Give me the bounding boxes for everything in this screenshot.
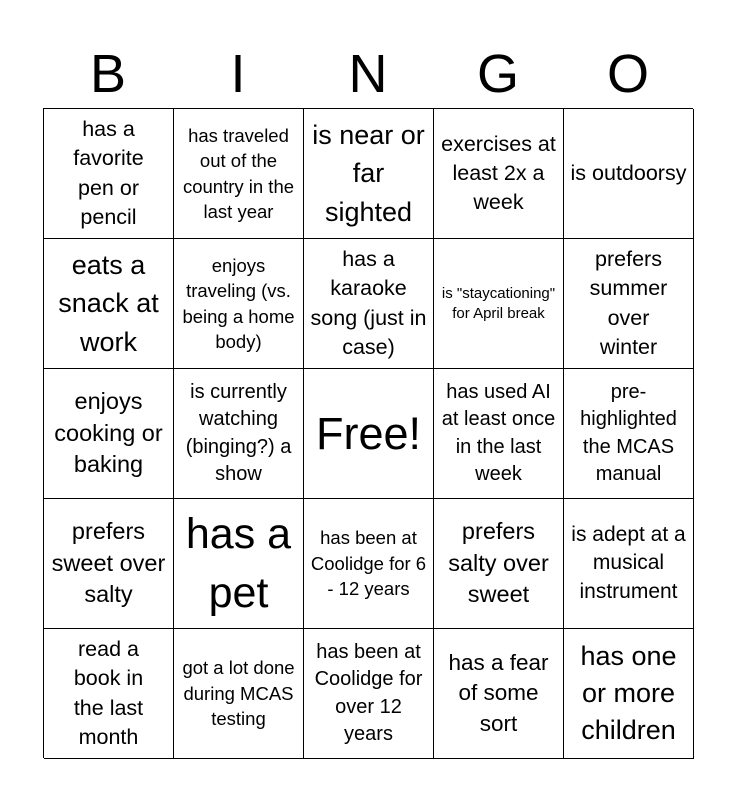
free-space-text: Free!	[315, 407, 422, 459]
cell-text: pre-highlighted the MCAS manual	[580, 381, 677, 485]
cell-text: prefers summer over winter	[589, 247, 668, 359]
bingo-cell[interactable]	[174, 109, 304, 239]
bingo-cell[interactable]	[564, 629, 694, 759]
cell-text: prefers salty over sweet	[448, 517, 549, 608]
cell-text: has traveled out of the country in the last year	[182, 124, 295, 222]
bingo-cell[interactable]	[564, 499, 694, 629]
cell-text: has a karaoke song (just in case)	[310, 247, 427, 359]
cell-text: prefers sweet over salty	[51, 517, 166, 608]
cell-text: is "staycationing" for April break	[441, 284, 556, 322]
bingo-cell[interactable]	[434, 109, 564, 239]
cell-text: got a lot done during MCAS testing	[182, 657, 295, 730]
cell-text: has a pet	[185, 510, 292, 617]
bingo-cell[interactable]	[564, 369, 694, 499]
cell-text: has used AI at least once in the last week	[441, 381, 556, 485]
bingo-cell[interactable]	[434, 369, 564, 499]
bingo-cell[interactable]	[304, 499, 434, 629]
bingo-cell[interactable]	[304, 629, 434, 759]
bingo-cell[interactable]	[174, 369, 304, 499]
cell-text: has been at Coolidge for over 12 years	[314, 641, 423, 745]
cell-text: eats a snack at work	[58, 250, 159, 357]
cell-text: is outdoorsy	[570, 160, 687, 185]
header-letter-o: O	[606, 44, 649, 104]
cell-text: has a favorite pen or pencil	[73, 117, 144, 229]
bingo-cell[interactable]	[174, 499, 304, 629]
header-letter-i: I	[230, 44, 246, 104]
cell-text: read a book in the last month	[73, 637, 144, 749]
cell-text: exercises at least 2x a week	[441, 131, 556, 215]
cell-text: enjoys cooking or baking	[54, 387, 163, 478]
bingo-cell[interactable]	[564, 239, 694, 369]
bingo-cell[interactable]	[44, 629, 174, 759]
bingo-cell[interactable]	[564, 109, 694, 239]
bingo-cell[interactable]	[44, 239, 174, 369]
cell-text: is currently watching (binging?) a show	[185, 381, 292, 485]
bingo-cell[interactable]	[304, 109, 434, 239]
bingo-cell[interactable]	[434, 629, 564, 759]
cell-text: is adept at a musical instrument	[571, 522, 686, 603]
bingo-cell[interactable]	[304, 239, 434, 369]
cell-text: has one or more children	[580, 640, 677, 746]
free-space[interactable]	[304, 369, 434, 499]
cell-text: enjoys traveling (vs. being a home body)	[182, 254, 295, 352]
bingo-cell[interactable]	[434, 239, 564, 369]
bingo-cell[interactable]	[434, 499, 564, 629]
header-letter-b: B	[89, 44, 127, 104]
header-letter-g: G	[476, 44, 519, 104]
bingo-header	[43, 40, 693, 108]
cell-text: is near or far sighted	[312, 120, 425, 227]
bingo-cell[interactable]	[174, 629, 304, 759]
header-letter-n: N	[348, 44, 388, 104]
bingo-cell[interactable]	[44, 499, 174, 629]
bingo-cell[interactable]	[44, 369, 174, 499]
bingo-board	[43, 108, 693, 758]
bingo-cell[interactable]	[44, 109, 174, 239]
cell-text: has a fear of some sort	[448, 649, 549, 736]
cell-text: has been at Coolidge for 6 - 12 years	[310, 527, 427, 600]
bingo-cell[interactable]	[174, 239, 304, 369]
